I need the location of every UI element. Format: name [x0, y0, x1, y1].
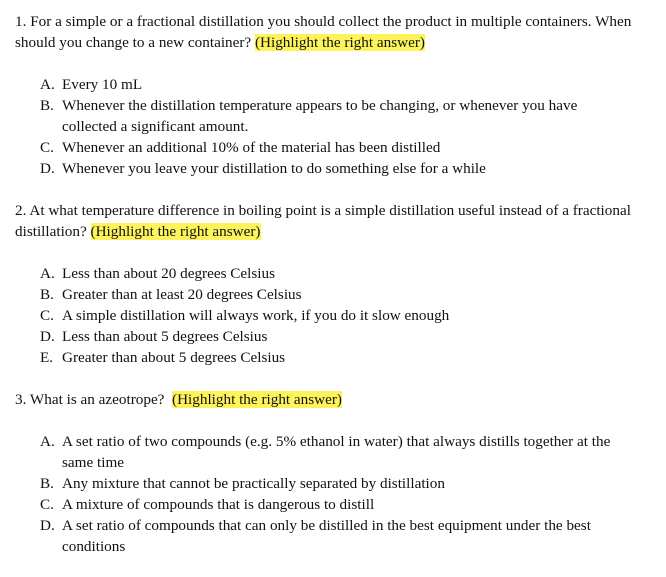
- question-2-option-e[interactable]: [15, 347, 652, 368]
- option-letter: A.: [40, 433, 55, 450]
- option-letter: E.: [40, 349, 54, 366]
- option-letter: C.: [40, 139, 54, 156]
- question-3-option-c[interactable]: [15, 494, 652, 515]
- question-1-option-b[interactable]: [15, 95, 652, 137]
- option-text: Every 10 mL: [62, 76, 143, 93]
- option-letter: C.: [40, 496, 54, 513]
- option-letter: B.: [40, 475, 54, 492]
- question-1-option-d[interactable]: [15, 158, 652, 179]
- option-letter: D.: [40, 328, 55, 345]
- question-2-option-a[interactable]: [15, 263, 652, 284]
- question-1-prompt: [15, 11, 652, 53]
- question-3-text: 3. What is an azeotrope?: [15, 391, 165, 408]
- option-text: Less than about 20 degrees Celsius: [62, 265, 276, 282]
- question-3: [15, 389, 652, 557]
- question-2-option-d[interactable]: [15, 326, 652, 347]
- question-3-option-b[interactable]: [15, 473, 652, 494]
- option-text: A mixture of compounds that is dangerous to distill: [62, 496, 375, 513]
- question-2: [15, 200, 652, 368]
- option-text: Any mixture that cannot be practically separated by distillation: [62, 475, 445, 492]
- option-text: Whenever you leave your distillation to do something else for a while: [62, 160, 486, 177]
- question-2-option-c[interactable]: [15, 305, 652, 326]
- question-3-prompt: [15, 389, 652, 410]
- option-letter: A.: [40, 76, 55, 93]
- question-1-text: 1. For a simple or a fractional distillation you should collect the product in multiple containers. When should you change to a new container?: [15, 13, 632, 51]
- option-letter: D.: [40, 160, 55, 177]
- option-letter: D.: [40, 517, 55, 534]
- option-text: Greater than about 5 degrees Celsius: [62, 349, 286, 366]
- question-2-highlight-instruction: (Highlight the right answer): [90, 223, 261, 240]
- option-text: Whenever the distillation temperature appears to be changing, or whenever you have collected a significant amount.: [62, 97, 578, 135]
- question-1-highlight-instruction: (Highlight the right answer): [254, 34, 425, 51]
- option-text: Greater than at least 20 degrees Celsius: [62, 286, 302, 303]
- question-2-prompt: [15, 200, 652, 242]
- option-letter: B.: [40, 286, 54, 303]
- option-text: A set ratio of two compounds (e.g. 5% ethanol in water) that always distills together at the same time: [62, 433, 611, 471]
- question-3-highlight-instruction: (Highlight the right answer): [172, 391, 342, 408]
- option-letter: C.: [40, 307, 54, 324]
- question-1-option-a[interactable]: [15, 74, 652, 95]
- question-1-options: [15, 74, 652, 179]
- question-2-option-b[interactable]: [15, 284, 652, 305]
- question-3-option-d[interactable]: [15, 515, 652, 557]
- option-text: A simple distillation will always work, if you do it slow enough: [62, 307, 450, 324]
- option-text: Less than about 5 degrees Celsius: [62, 328, 268, 345]
- question-2-text: 2. At what temperature difference in boiling point is a simple distillation useful instead of a fractional distillation?: [15, 202, 631, 240]
- question-1: [15, 11, 652, 179]
- option-text: A set ratio of compounds that can only be distilled in the best equipment under the best conditions: [62, 517, 591, 555]
- option-text: Whenever an additional 10% of the material has been distilled: [62, 139, 441, 156]
- question-3-options: [15, 431, 652, 557]
- question-2-options: [15, 263, 652, 368]
- question-3-option-a[interactable]: [15, 431, 652, 473]
- question-1-option-c[interactable]: [15, 137, 652, 158]
- option-letter: A.: [40, 265, 55, 282]
- option-letter: B.: [40, 97, 54, 114]
